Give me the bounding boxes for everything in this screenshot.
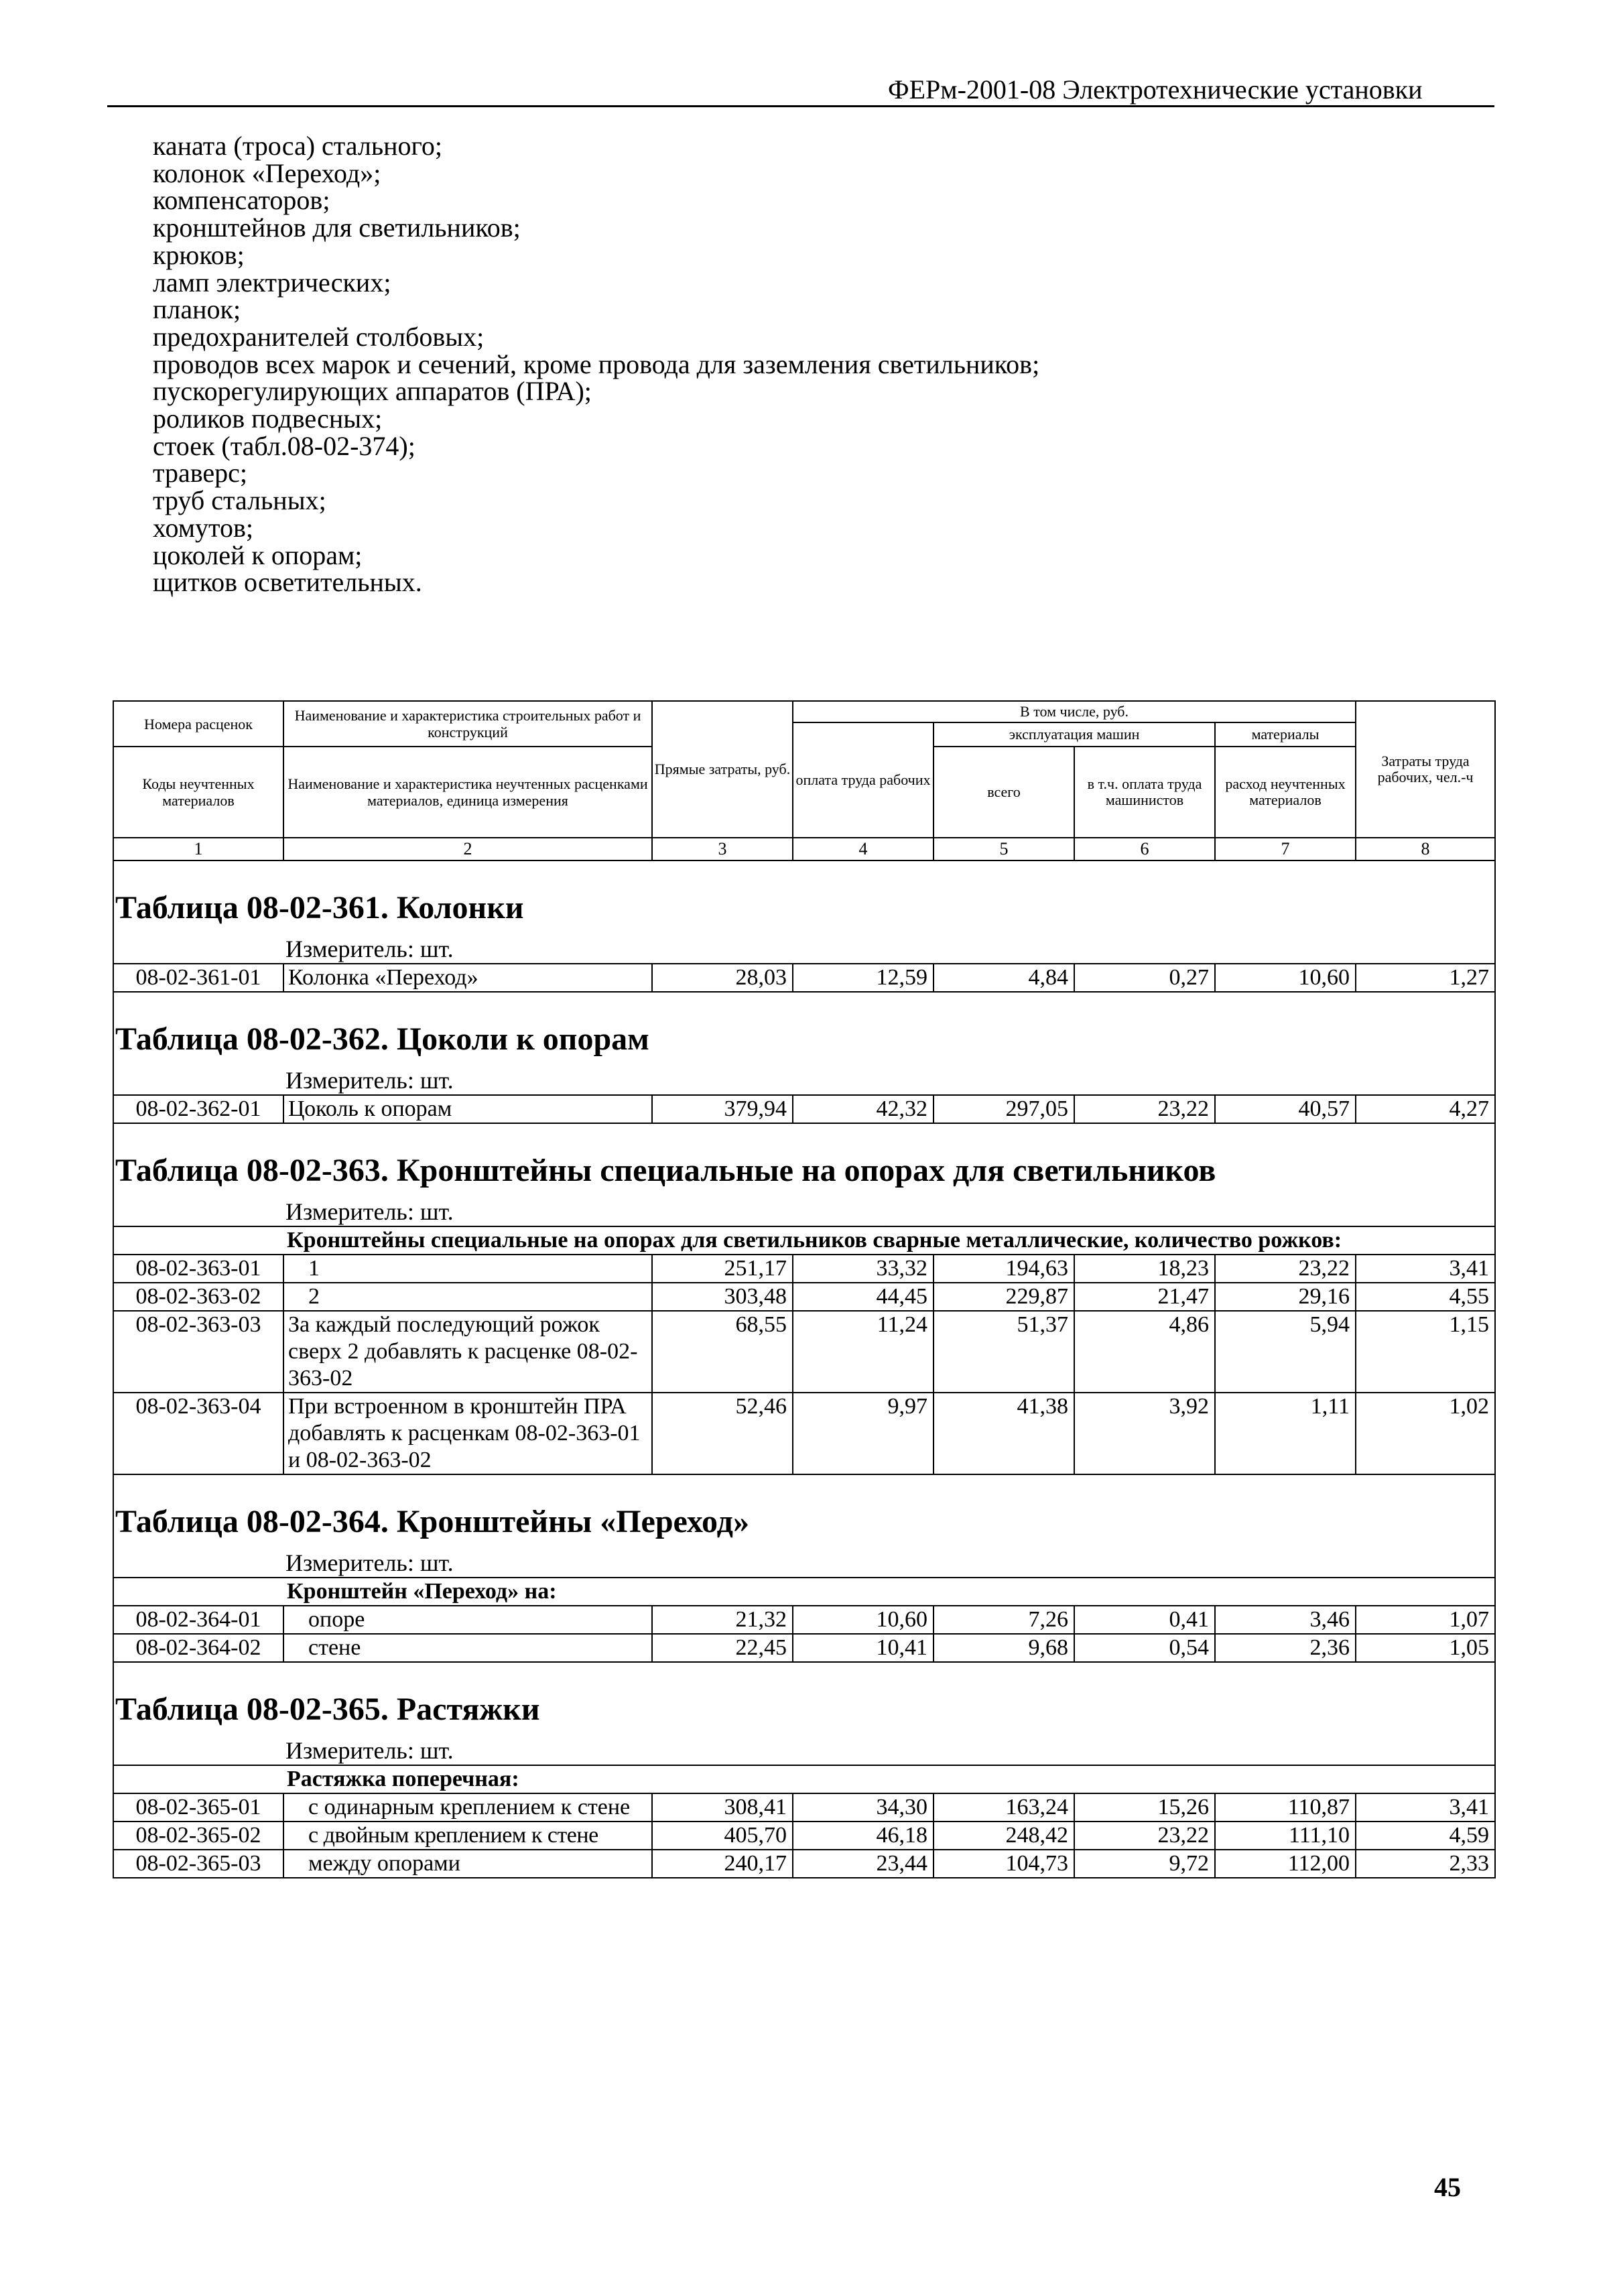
table-row xyxy=(113,964,1495,992)
header-machines: эксплуатация машин xyxy=(934,722,1215,747)
machinists-value: 21,47 xyxy=(1074,1283,1215,1311)
machines-value: 229,87 xyxy=(934,1283,1074,1311)
machinists-value: 15,26 xyxy=(1074,1793,1215,1822)
labor-pay-value: 34,30 xyxy=(793,1793,934,1822)
machines-value: 51,37 xyxy=(934,1311,1074,1393)
materials-value: 29,16 xyxy=(1215,1283,1356,1311)
direct-costs-value: 251,17 xyxy=(652,1255,793,1283)
exclusion-item: кронштейнов для светильников; xyxy=(153,212,521,243)
materials-value: 110,87 xyxy=(1215,1793,1356,1822)
rate-code: 08-02-361-01 xyxy=(113,964,283,992)
exclusion-item: траверс; xyxy=(153,458,247,489)
materials-value: 10,60 xyxy=(1215,964,1356,992)
rate-name: За каждый последующий рожок сверх 2 добавлять к расценке 08-02-363-02 xyxy=(283,1311,652,1393)
direct-costs-value: 21,32 xyxy=(652,1606,793,1634)
labor-hours-value: 4,55 xyxy=(1356,1283,1495,1311)
labor-hours-value: 4,59 xyxy=(1356,1822,1495,1850)
labor-pay-value: 11,24 xyxy=(793,1311,934,1393)
rate-name: Колонка «Переход» xyxy=(283,964,652,992)
rate-name: между опорами xyxy=(283,1850,652,1878)
labor-hours-value: 1,07 xyxy=(1356,1606,1495,1634)
rate-name: При встроенном в кронштейн ПРА добавлять к расценкам 08-02-363-01 и 08-02-363-02 xyxy=(283,1393,652,1474)
table-row xyxy=(113,1793,1495,1822)
rate-name: 1 xyxy=(283,1255,652,1283)
exclusion-item: цоколей к опорам; xyxy=(153,539,363,570)
machinists-value: 0,41 xyxy=(1074,1606,1215,1634)
machines-value: 7,26 xyxy=(934,1606,1074,1634)
rate-name: 2 xyxy=(283,1283,652,1311)
table-row xyxy=(113,1393,1495,1474)
header-name-top: Наименование и характеристика строительных работ и конструкций xyxy=(283,701,652,747)
section-title: Таблица 08-02-361. Колонки xyxy=(113,860,1495,935)
exclusion-item: крюков; xyxy=(153,239,245,270)
labor-pay-value: 10,60 xyxy=(793,1606,934,1634)
rate-code: 08-02-362-01 xyxy=(113,1095,283,1123)
machines-value: 41,38 xyxy=(934,1393,1074,1474)
machinists-value: 4,86 xyxy=(1074,1311,1215,1393)
labor-hours-value: 4,27 xyxy=(1356,1095,1495,1123)
table-row xyxy=(113,1311,1495,1393)
direct-costs-value: 405,70 xyxy=(652,1822,793,1850)
materials-value: 5,94 xyxy=(1215,1311,1356,1393)
header-labor-costs: Затраты труда рабочих, чел.-ч xyxy=(1356,701,1495,838)
exclusion-list xyxy=(153,133,1292,596)
header-including: В том числе, руб. xyxy=(793,701,1356,722)
exclusion-item: щитков осветительных. xyxy=(153,567,422,598)
page-number: 45 xyxy=(1434,2172,1461,2202)
materials-value: 40,57 xyxy=(1215,1095,1356,1123)
labor-pay-value: 33,32 xyxy=(793,1255,934,1283)
machines-value: 163,24 xyxy=(934,1793,1074,1822)
direct-costs-value: 308,41 xyxy=(652,1793,793,1822)
machines-value: 297,05 xyxy=(934,1095,1074,1123)
column-number: 3 xyxy=(652,838,793,860)
labor-hours-value: 3,41 xyxy=(1356,1793,1495,1822)
rate-code: 08-02-365-03 xyxy=(113,1850,283,1878)
header-machines-total: всего xyxy=(934,747,1074,838)
rate-name: с одинарным креплением к стене xyxy=(283,1793,652,1822)
direct-costs-value: 28,03 xyxy=(652,964,793,992)
machinists-value: 23,22 xyxy=(1074,1822,1215,1850)
labor-pay-value: 42,32 xyxy=(793,1095,934,1123)
exclusion-item: пускорегулирующих аппаратов (ПРА); xyxy=(153,376,592,407)
section-title: Таблица 08-02-365. Растяжки xyxy=(113,1662,1495,1736)
rate-code: 08-02-364-01 xyxy=(113,1606,283,1634)
header-direct-costs: Прямые затраты, руб. xyxy=(652,701,793,838)
labor-hours-value: 1,15 xyxy=(1356,1311,1495,1393)
exclusion-item: ламп электрических; xyxy=(153,267,391,298)
column-number: 6 xyxy=(1074,838,1215,860)
header-labor-pay: оплата труда рабочих xyxy=(793,722,934,838)
header-materials-unaccounted: расход неучтенных материалов xyxy=(1215,747,1356,838)
labor-hours-value: 1,05 xyxy=(1356,1634,1495,1662)
rate-code: 08-02-365-02 xyxy=(113,1822,283,1850)
labor-hours-value: 1,27 xyxy=(1356,964,1495,992)
column-number: 1 xyxy=(113,838,283,860)
exclusion-item: планок; xyxy=(153,294,241,325)
machinists-value: 0,27 xyxy=(1074,964,1215,992)
rate-code: 08-02-363-04 xyxy=(113,1393,283,1474)
direct-costs-value: 52,46 xyxy=(652,1393,793,1474)
rate-code: 08-02-363-02 xyxy=(113,1283,283,1311)
direct-costs-value: 240,17 xyxy=(652,1850,793,1878)
table-row xyxy=(113,1606,1495,1634)
labor-pay-value: 44,45 xyxy=(793,1283,934,1311)
exclusion-item: предохранителей столбовых; xyxy=(153,321,485,352)
materials-value: 3,46 xyxy=(1215,1606,1356,1634)
unit-label: Измеритель: шт. xyxy=(113,1549,1495,1578)
machines-value: 9,68 xyxy=(934,1634,1074,1662)
table-row xyxy=(113,1283,1495,1311)
machines-value: 4,84 xyxy=(934,964,1074,992)
direct-costs-value: 303,48 xyxy=(652,1283,793,1311)
header-rule xyxy=(107,105,1494,107)
rate-name: опоре xyxy=(283,1606,652,1634)
header-machinists-pay: в т.ч. оплата труда машинистов xyxy=(1074,747,1215,838)
table-row xyxy=(113,1255,1495,1283)
rate-name: с двойным креплением к стене xyxy=(283,1822,652,1850)
machinists-value: 3,92 xyxy=(1074,1393,1215,1474)
column-number: 7 xyxy=(1215,838,1356,860)
header-name-bottom: Наименование и характеристика неучтенных расценками материалов, единица измерения xyxy=(283,747,652,838)
machinists-value: 9,72 xyxy=(1074,1850,1215,1878)
subheading: Кронштейн «Переход» на: xyxy=(113,1578,1495,1606)
labor-pay-value: 46,18 xyxy=(793,1822,934,1850)
labor-pay-value: 12,59 xyxy=(793,964,934,992)
labor-hours-value: 1,02 xyxy=(1356,1393,1495,1474)
section-title: Таблица 08-02-362. Цоколи к опорам xyxy=(113,992,1495,1066)
table-row xyxy=(113,1634,1495,1662)
materials-value: 112,00 xyxy=(1215,1850,1356,1878)
labor-hours-value: 2,33 xyxy=(1356,1850,1495,1878)
section-title: Таблица 08-02-364. Кронштейны «Переход» xyxy=(113,1474,1495,1549)
labor-pay-value: 23,44 xyxy=(793,1850,934,1878)
unit-label: Измеритель: шт. xyxy=(113,1198,1495,1226)
labor-hours-value: 3,41 xyxy=(1356,1255,1495,1283)
machinists-value: 18,23 xyxy=(1074,1255,1215,1283)
header-codes-top: Номера расценок xyxy=(113,701,283,747)
rate-code: 08-02-364-02 xyxy=(113,1634,283,1662)
direct-costs-value: 22,45 xyxy=(652,1634,793,1662)
rate-name: Цоколь к опорам xyxy=(283,1095,652,1123)
labor-pay-value: 9,97 xyxy=(793,1393,934,1474)
machines-value: 104,73 xyxy=(934,1850,1074,1878)
direct-costs-value: 68,55 xyxy=(652,1311,793,1393)
unit-label: Измеритель: шт. xyxy=(113,935,1495,964)
rate-code: 08-02-363-03 xyxy=(113,1311,283,1393)
direct-costs-value: 379,94 xyxy=(652,1095,793,1123)
table-row xyxy=(113,1822,1495,1850)
machines-value: 248,42 xyxy=(934,1822,1074,1850)
exclusion-item: колонок «Переход»; xyxy=(153,157,381,188)
exclusion-item: роликов подвесных; xyxy=(153,403,383,434)
rate-code: 08-02-365-01 xyxy=(113,1793,283,1822)
labor-pay-value: 10,41 xyxy=(793,1634,934,1662)
rate-name: стене xyxy=(283,1634,652,1662)
rates-table xyxy=(113,700,1496,1878)
exclusion-item: труб стальных; xyxy=(153,485,326,516)
header-codes-bottom: Коды неучтенных материалов xyxy=(113,747,283,838)
exclusion-item: проводов всех марок и сечений, кроме провода для заземления светильников; xyxy=(153,348,1040,379)
machines-value: 194,63 xyxy=(934,1255,1074,1283)
subheading: Кронштейны специальные на опорах для светильников сварные металлические, количество рожков: xyxy=(113,1226,1495,1255)
subheading: Растяжка поперечная: xyxy=(113,1765,1495,1793)
materials-value: 2,36 xyxy=(1215,1634,1356,1662)
materials-value: 111,10 xyxy=(1215,1822,1356,1850)
column-number: 4 xyxy=(793,838,934,860)
materials-value: 23,22 xyxy=(1215,1255,1356,1283)
unit-label: Измеритель: шт. xyxy=(113,1066,1495,1095)
exclusion-item: хомутов; xyxy=(153,512,253,543)
exclusion-item: стоек (табл.08-02-374); xyxy=(153,430,415,461)
exclusion-item: компенсаторов; xyxy=(153,185,330,216)
column-number: 8 xyxy=(1356,838,1495,860)
table-row xyxy=(113,1095,1495,1123)
materials-value: 1,11 xyxy=(1215,1393,1356,1474)
section-title: Таблица 08-02-363. Кронштейны специальные на опорах для светильников xyxy=(113,1123,1495,1198)
column-number: 5 xyxy=(934,838,1074,860)
column-number: 2 xyxy=(283,838,652,860)
rate-code: 08-02-363-01 xyxy=(113,1255,283,1283)
running-header: ФЕРм-2001-08 Электротехнические установки xyxy=(888,74,1423,105)
exclusion-item: каната (троса) стального; xyxy=(153,131,442,161)
header-materials: материалы xyxy=(1215,722,1356,747)
machinists-value: 0,54 xyxy=(1074,1634,1215,1662)
table-row xyxy=(113,1850,1495,1878)
unit-label: Измеритель: шт. xyxy=(113,1736,1495,1765)
machinists-value: 23,22 xyxy=(1074,1095,1215,1123)
